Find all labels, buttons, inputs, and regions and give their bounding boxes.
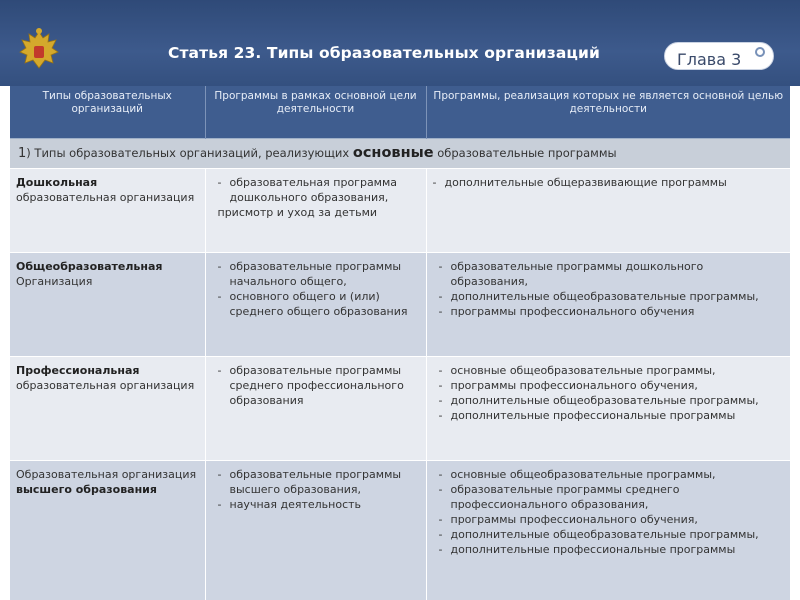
section-heading (10, 138, 790, 168)
chapter-label: Глава 3 (677, 50, 742, 69)
list-item: - научная деятельность (212, 497, 420, 512)
list-item: - основного общего и (или) среднего общего образования (212, 289, 420, 319)
section-number: 1 (18, 145, 27, 161)
list-item: - программы профессионального обучения, (433, 512, 784, 527)
list-item: - образовательные программы высшего образования, (212, 467, 420, 497)
list-item: - дополнительные общеобразовательные программы, (433, 527, 784, 542)
list-item: - образовательная программа дошкольного образования, (212, 175, 420, 205)
org-type-rest: Организация (16, 274, 93, 288)
extra-programs-cell (426, 168, 790, 252)
column-header-main-programs: Программы в рамках основной цели деятельности (205, 86, 426, 138)
list-item: - образовательные программы среднего профессионального образования, (433, 482, 784, 512)
table-row (10, 460, 790, 600)
extra-programs-cell (426, 460, 790, 600)
list-item: - дополнительные общеобразовательные программы, (433, 393, 784, 408)
list-item: - программы профессионального обучения (433, 304, 784, 319)
list-item: - дополнительные общеобразовательные программы, (433, 289, 784, 304)
org-type-bold: Профессиональная (16, 363, 140, 377)
table-row (10, 252, 790, 356)
main-programs-cell (205, 460, 426, 600)
list-item: - образовательные программы дошкольного образования, (433, 259, 784, 289)
extra-programs-cell (426, 356, 790, 460)
org-type-rest: образовательная организация (16, 378, 195, 392)
org-type-bold: Общеобразовательная (16, 259, 163, 273)
list-item: - основные общеобразовательные программы, (433, 363, 784, 378)
org-types-table (10, 86, 791, 600)
extra-programs-cell (426, 252, 790, 356)
main-programs-cell (205, 252, 426, 356)
org-type-bold: Дошкольная (16, 175, 98, 189)
section-text-before: ) Типы образовательных организаций, реализующих (26, 145, 353, 160)
list-item: присмотр и уход за детьми (217, 205, 378, 219)
org-type-rest: образовательная организация (16, 190, 195, 204)
column-header-extra-programs: Программы, реализация которых не является основной целью деятельности (426, 86, 790, 138)
coat-of-arms-icon (14, 26, 64, 76)
section-text-after: образовательные программы (433, 145, 617, 160)
section-row (10, 138, 790, 168)
slide-header (0, 0, 800, 86)
list-item: - основные общеобразовательные программы, (433, 467, 784, 482)
org-type-cell (10, 356, 205, 460)
list-item: - дополнительные профессиональные программы (433, 542, 784, 557)
section-emphasis: основные (352, 144, 434, 161)
table-row (10, 168, 790, 252)
org-type-pre: Образовательная организация (16, 467, 197, 481)
ring-icon (755, 47, 765, 57)
list-item: - образовательные программы начального общего, (212, 259, 420, 289)
table-row (10, 356, 790, 460)
list-item: - программы профессионального обучения, (433, 378, 784, 393)
main-programs-cell (205, 168, 426, 252)
org-type-cell (10, 168, 205, 252)
list-item: - образовательные программы среднего профессионального образования (212, 363, 420, 408)
org-type-cell (10, 252, 205, 356)
page-title: Статья 23. Типы образовательных организаций (168, 44, 600, 62)
main-programs-cell (205, 356, 426, 460)
list-item: - дополнительные общеразвивающие программы (433, 175, 784, 190)
chapter-badge (664, 42, 774, 70)
column-header-types: Типы образовательных организаций (10, 86, 205, 138)
list-item: - дополнительные профессиональные программы (433, 408, 784, 423)
org-type-bold: высшего образования (16, 482, 157, 496)
org-type-cell (10, 460, 205, 600)
